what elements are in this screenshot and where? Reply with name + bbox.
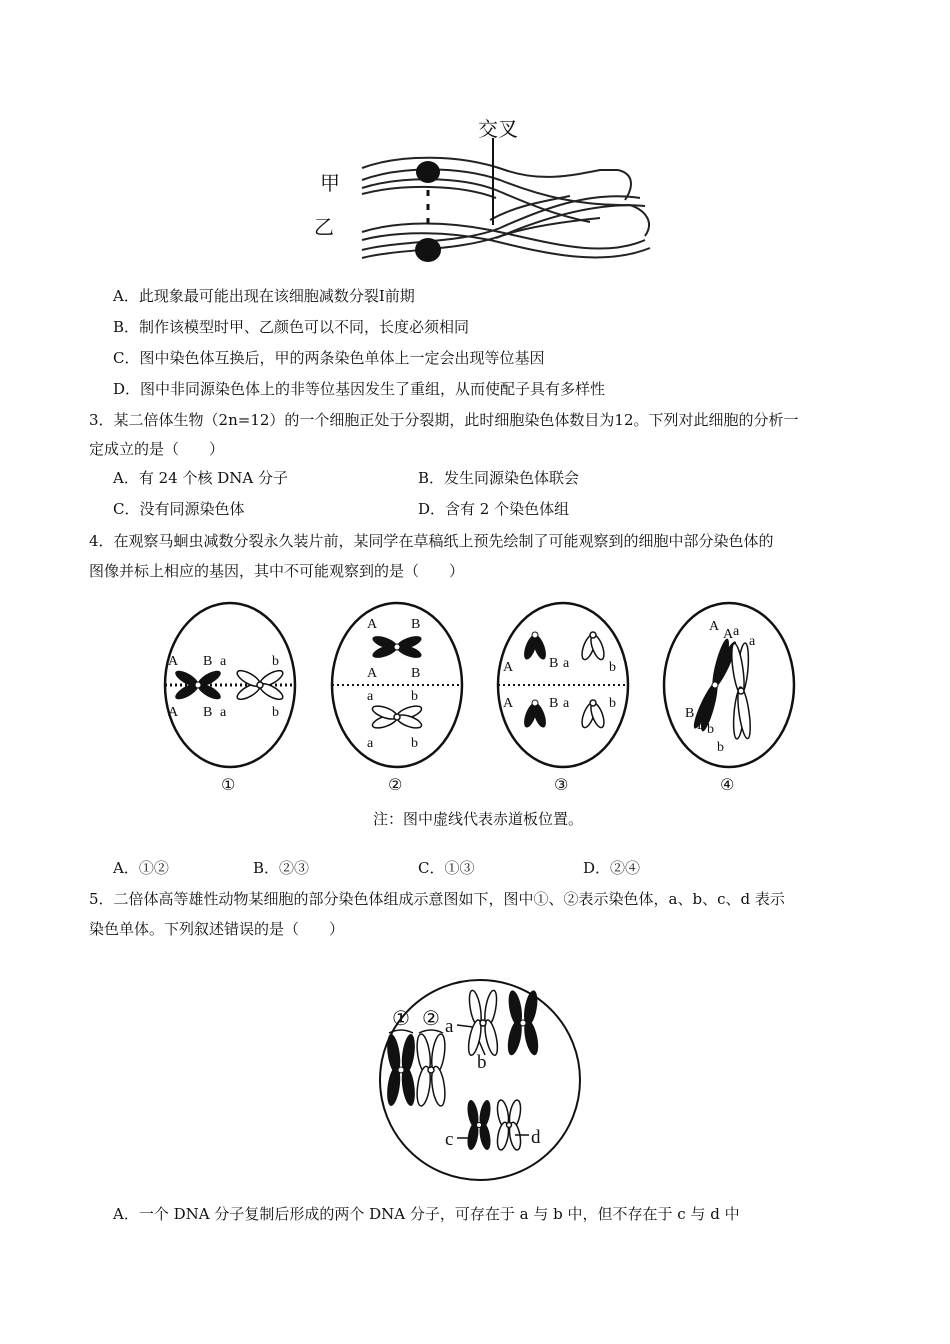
cell-number-3: ③ — [554, 775, 569, 794]
gene-B: B — [697, 718, 707, 733]
q5-stem-line1: 5．二倍体高等雄性动物某细胞的部分染色体组成示意图如下，图中①、②表示染色体，a、b、c、d 表示 — [89, 890, 785, 908]
q3-option-d: D．含有 2 个染色体组 — [418, 500, 570, 518]
gene-b: b — [707, 722, 714, 737]
gene-A: A — [367, 617, 378, 632]
cell-4 — [664, 603, 794, 767]
label-yi: 乙 — [314, 215, 334, 239]
gene-A: A — [503, 660, 514, 675]
gene-a: a — [749, 634, 756, 649]
gene-b: b — [609, 660, 616, 675]
label-cross: 交叉 — [478, 117, 518, 141]
gene-b: b — [411, 736, 418, 751]
q2-option-d: D．图中非同源染色体上的非等位基因发生了重组，从而使配子具有多样性 — [113, 380, 606, 398]
gene-b: b — [411, 689, 418, 704]
q4-option-a: A．①② — [113, 859, 169, 877]
q4-option-b: B．②③ — [253, 859, 310, 877]
gene-a: a — [563, 696, 570, 711]
label-jia: 甲 — [320, 171, 340, 195]
gene-b: b — [272, 654, 279, 669]
gene-b: b — [272, 705, 279, 720]
q3-stem-line1: 3．某二倍体生物（2n=12）的一个细胞正处于分裂期，此时细胞染色体数目为12。下列对此细胞的分析一 — [89, 411, 799, 429]
gene-B: B — [549, 696, 559, 711]
q3-option-b: B．发生同源染色体联会 — [418, 469, 580, 487]
chromatid-label-b: b — [477, 1052, 487, 1073]
q4-option-c: C．①③ — [418, 859, 475, 877]
q4-option-d: D．②④ — [583, 859, 641, 877]
gene-A: A — [709, 619, 720, 634]
gene-A: A — [168, 705, 179, 720]
gene-a: a — [367, 689, 374, 704]
gene-B: B — [549, 656, 559, 671]
mark-1: ① — [392, 1006, 410, 1030]
q5-stem-line2: 染色单体。下列叙述错误的是（ ） — [89, 920, 345, 938]
gene-A: A — [168, 654, 179, 669]
meiosis-cells-figure — [155, 600, 805, 840]
gene-B: B — [685, 706, 695, 721]
q5-option-a: A．一个 DNA 分子复制后形成的两个 DNA 分子，可存在于 a 与 b 中，但不存在于 c 与 d 中 — [113, 1205, 740, 1223]
gene-a: a — [220, 705, 227, 720]
cell-number-1: ① — [221, 775, 236, 794]
q2-option-a: A．此现象最可能出现在该细胞减数分裂Ⅰ前期 — [113, 287, 415, 305]
gene-a: a — [733, 624, 740, 639]
cell-1 — [165, 603, 295, 767]
chromatid-label-c: c — [445, 1129, 454, 1150]
gene-B: B — [203, 705, 213, 720]
q4-note: 注：图中虚线代表赤道板位置。 — [373, 810, 584, 828]
q4-stem-line2: 图像并标上相应的基因，其中不可能观察到的是（ ） — [89, 562, 465, 580]
gene-b: b — [609, 696, 616, 711]
chromatid-jia-1 — [362, 158, 618, 177]
gene-b: b — [717, 740, 724, 755]
q3-stem-line2: 定成立的是（ ） — [89, 440, 225, 458]
mark-2: ② — [422, 1006, 440, 1030]
crossover-figure — [300, 110, 670, 270]
q3-option-c: C．没有同源染色体 — [113, 500, 245, 518]
chromatid-label-a: a — [445, 1016, 454, 1037]
gene-a: a — [220, 654, 227, 669]
cell-3 — [498, 603, 628, 767]
chromosome-cell-figure — [365, 975, 595, 1185]
q4-stem-line1: 4．在观察马蛔虫减数分裂永久装片前，某同学在草稿纸上预先绘制了可能观察到的细胞中部分染色体的 — [89, 532, 774, 550]
gene-a: a — [563, 656, 570, 671]
q2-option-c: C．图中染色体互换后，甲的两条染色单体上一定会出现等位基因 — [113, 349, 545, 367]
gene-A: A — [503, 696, 514, 711]
chromatid-label-d: d — [531, 1127, 541, 1148]
q2-option-b: B．制作该模型时甲、乙颜色可以不同，长度必须相同 — [113, 318, 470, 336]
gene-a: a — [367, 736, 374, 751]
gene-B: B — [411, 666, 421, 681]
cell-number-2: ② — [388, 775, 403, 794]
gene-A: A — [367, 666, 378, 681]
gene-A: A — [723, 627, 734, 642]
cell-2 — [332, 603, 462, 767]
centromere-yi — [415, 238, 441, 262]
cell-number-4: ④ — [720, 775, 735, 794]
gene-B: B — [411, 617, 421, 632]
q3-option-a: A．有 24 个核 DNA 分子 — [113, 469, 288, 487]
centromere-jia — [416, 161, 440, 183]
gene-B: B — [203, 654, 213, 669]
